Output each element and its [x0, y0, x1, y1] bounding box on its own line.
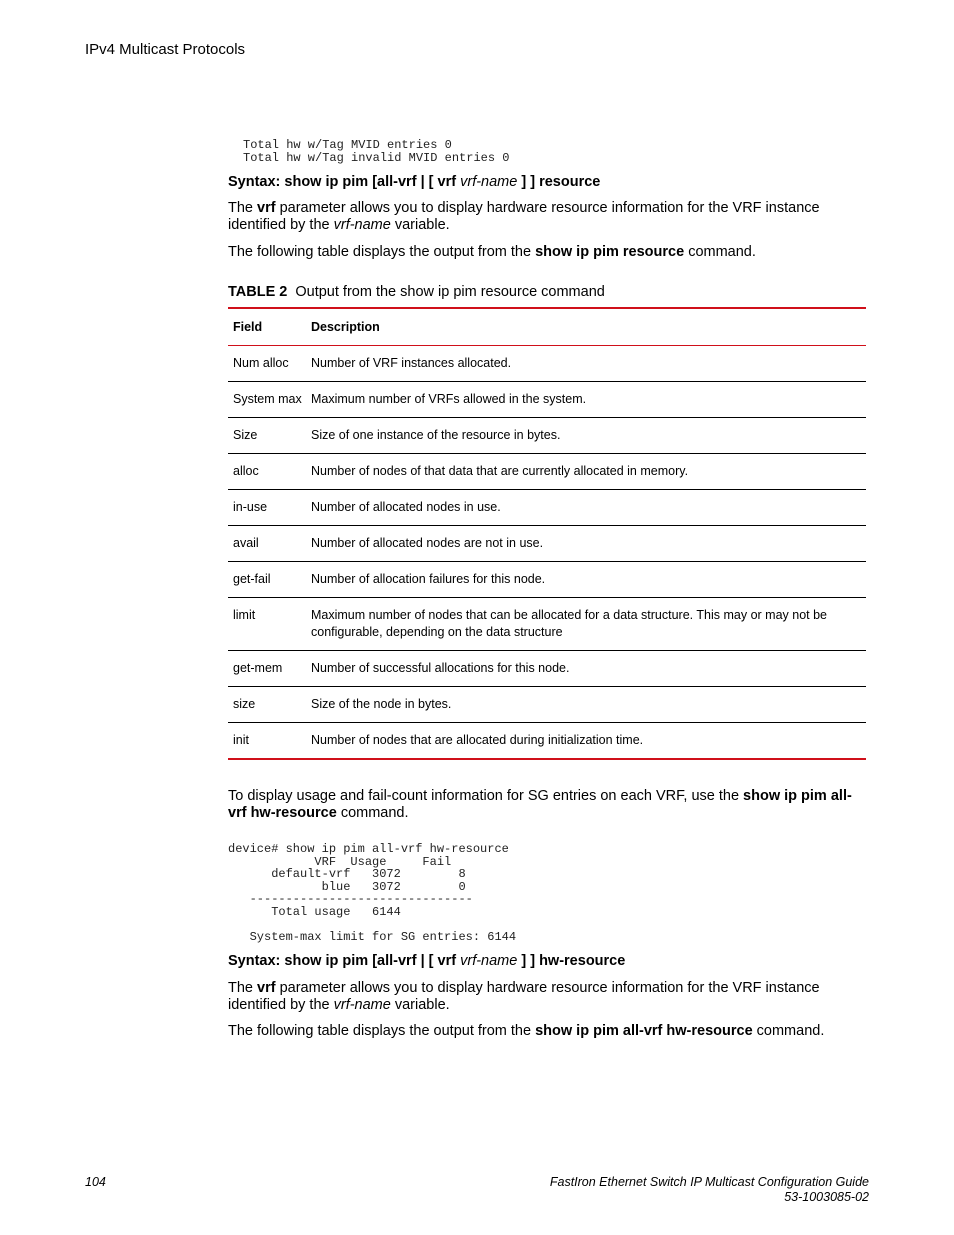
description-cell: Number of nodes of that data that are currently allocated in memory.: [311, 463, 689, 478]
description-cell: Size of the node in bytes.: [311, 696, 452, 711]
description-cell: Number of allocated nodes in use.: [311, 499, 501, 514]
table-label: TABLE 2: [228, 284, 288, 300]
syntax-variable: vrf-name: [460, 953, 518, 969]
table-row: [228, 489, 866, 525]
variable: vrf-name: [333, 217, 391, 233]
description-cell: Maximum number of nodes that can be allocated for a data structure. This may or may not be configurable, depending on the data structure: [311, 607, 827, 639]
text: variable.: [390, 997, 450, 1013]
description-cell: Number of allocated nodes are not in use.: [311, 535, 544, 550]
column-header-field: Field: [233, 319, 263, 334]
table-caption: [228, 284, 605, 300]
description-cell: Size of one instance of the resource in bytes.: [311, 427, 561, 442]
field-cell: in-use: [233, 499, 268, 514]
syntax-keyword: all-vrf: [377, 174, 417, 190]
text: To display usage and fail-count information for SG entries on each VRF, use the: [228, 788, 744, 804]
variable: vrf-name: [333, 997, 391, 1013]
description-cell: Number of successful allocations for this node.: [311, 660, 570, 675]
syntax-keyword: vrf: [437, 174, 457, 190]
syntax-separator: ] ]: [517, 174, 540, 190]
table-row: [228, 597, 866, 650]
table-row: [228, 417, 866, 453]
resource-output-table: [228, 307, 866, 760]
command: show ip pim all-vrf hw-resource: [228, 788, 852, 821]
keyword: vrf: [257, 980, 276, 996]
text: The: [228, 980, 258, 996]
footer-guide-title: FastIron Ethernet Switch IP Multicast Configuration Guide: [549, 1175, 869, 1189]
field-cell: alloc: [233, 463, 259, 478]
paragraph-vrf-parameter: [228, 980, 868, 1014]
description-cell: Maximum number of VRFs allowed in the system.: [311, 391, 587, 406]
text: parameter allows you to display hardware resource information for the VRF instance identified by the: [228, 200, 820, 233]
column-header-description: Description: [311, 319, 380, 334]
syntax-keyword: vrf: [437, 953, 457, 969]
code-block-mvid: Total hw w/Tag MVID entries 0 Total hw w/Tag invalid MVID entries 0: [243, 138, 510, 165]
text: The: [228, 200, 258, 216]
command: show ip pim resource: [535, 244, 685, 260]
page-number: 104: [85, 1175, 106, 1189]
table-caption-text: Output from the show ip pim resource command: [295, 284, 605, 300]
description-cell: Number of nodes that are allocated during initialization time.: [311, 732, 644, 747]
table-row: [228, 561, 866, 597]
table-row: [228, 650, 866, 686]
table-row: [228, 345, 866, 381]
syntax-separator: | [: [416, 174, 438, 190]
syntax-prefix: Syntax: show ip pim [: [228, 953, 378, 969]
paragraph-table-intro: [228, 244, 868, 261]
syntax-separator: ] ]: [517, 953, 540, 969]
syntax-prefix: Syntax: show ip pim [: [228, 174, 378, 190]
text: parameter allows you to display hardware resource information for the VRF instance identified by the: [228, 980, 820, 1013]
syntax-keyword: hw-resource: [539, 953, 626, 969]
syntax-resource: [228, 174, 868, 191]
paragraph-vrf-parameter: [228, 200, 868, 234]
field-cell: Num alloc: [233, 355, 289, 370]
text: command.: [684, 244, 756, 260]
table-header-row: [228, 308, 866, 345]
text: command.: [336, 805, 409, 821]
table-row: [228, 686, 866, 722]
table-row: [228, 722, 866, 759]
field-cell: Size: [233, 427, 258, 442]
syntax-hw-resource: [228, 953, 868, 970]
table-row: [228, 525, 866, 561]
keyword: vrf: [257, 200, 276, 216]
field-cell: limit: [233, 607, 256, 622]
text: The following table displays the output from the: [228, 244, 536, 260]
field-cell: get-mem: [233, 660, 283, 675]
text: The following table displays the output from the: [228, 1023, 536, 1039]
table-row: [228, 453, 866, 489]
field-cell: init: [233, 732, 249, 747]
text: command.: [752, 1023, 825, 1039]
syntax-keyword: resource: [539, 174, 601, 190]
command: show ip pim all-vrf hw-resource: [535, 1023, 753, 1039]
description-cell: Number of allocation failures for this node.: [311, 571, 546, 586]
paragraph-table-intro: [228, 1023, 868, 1040]
running-header: IPv4 Multicast Protocols: [85, 41, 246, 58]
syntax-keyword: all-vrf: [377, 953, 417, 969]
description-cell: Number of VRF instances allocated.: [311, 355, 512, 370]
syntax-separator: | [: [416, 953, 438, 969]
field-cell: size: [233, 696, 256, 711]
footer-doc-number: 53-1003085-02: [784, 1190, 869, 1204]
field-cell: System max: [233, 391, 302, 406]
footer-doc-info: [550, 1175, 869, 1205]
code-block-hw-resource: device# show ip pim all-vrf hw-resource VRF Usage Fail default-vrf 3072 8 blue 3072 0 ------------------------------- Total usage 6144 System-max limit for SG entries: 6144: [228, 842, 517, 945]
table-row: [228, 381, 866, 417]
paragraph-usage-info: [228, 788, 868, 822]
field-cell: avail: [233, 535, 259, 550]
text: variable.: [390, 217, 450, 233]
syntax-variable: vrf-name: [460, 174, 518, 190]
field-cell: get-fail: [233, 571, 271, 586]
